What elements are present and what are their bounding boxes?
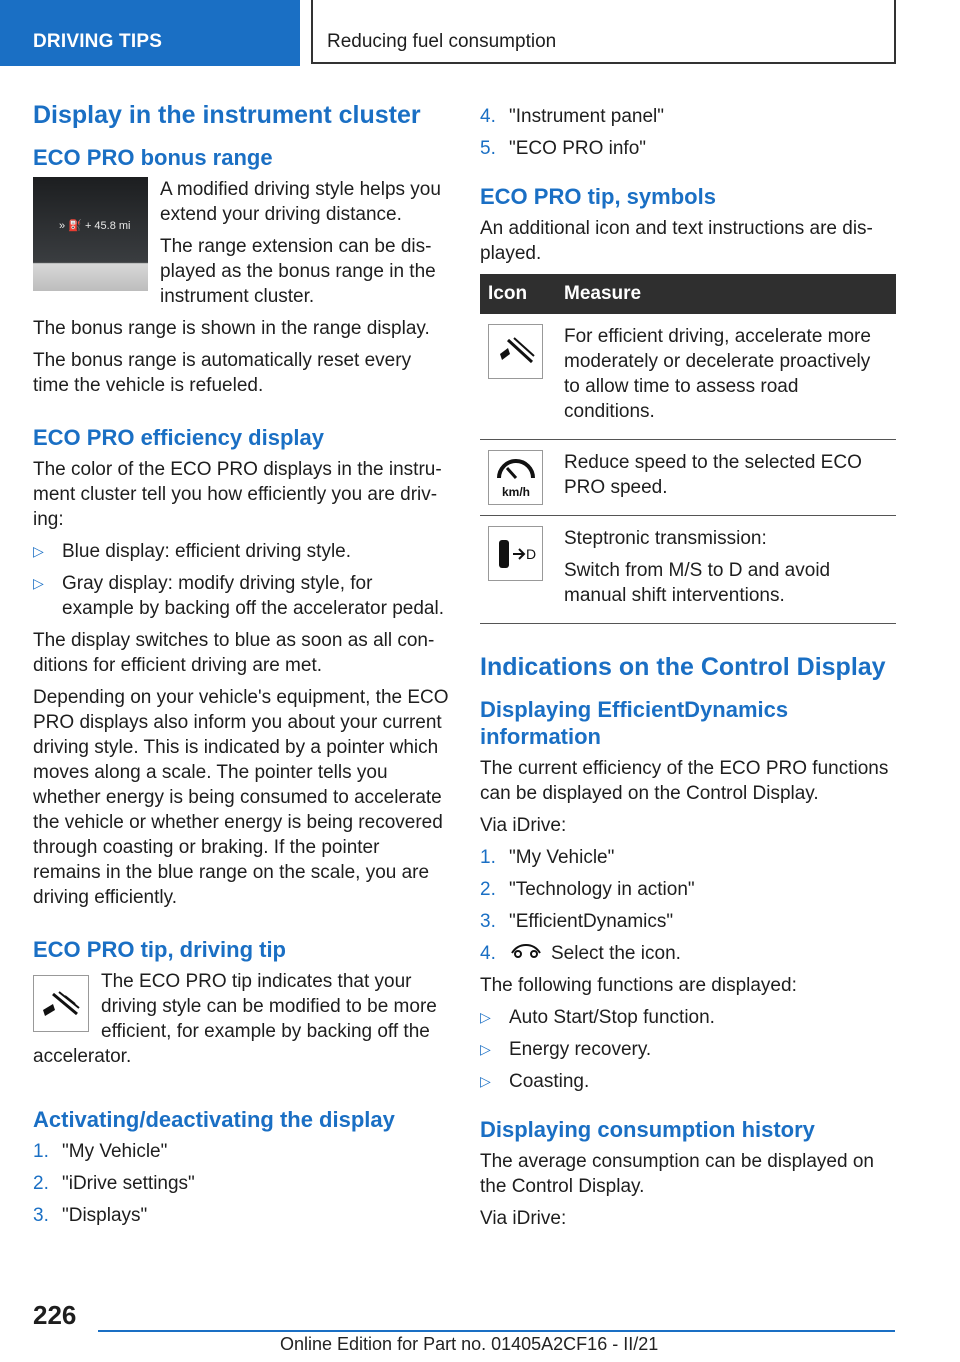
bonus-p1: A modified driving style helps you extend your driving distance.: [160, 179, 441, 225]
triangle-bullet-icon: ▷: [33, 575, 44, 591]
efficiency-p3: Depending on your vehicle's equipment, the ECO PRO displays also inform you about your current driving style. This is indicated by a pointer which moves along a scale. The pointer tells you whether energy is being consumed to accelerate the vehicle or whether energy is being recovered through coasting or braking. If the pointer remains in the blue range on the scale, you are driving efficiently.: [33, 687, 449, 908]
section-label: DRIVING TIPS: [0, 0, 300, 66]
heading-activate-display: Activating/deactivating the display: [33, 1107, 395, 1132]
activate-steps: [33, 1139, 449, 1228]
svg-text:D: D: [525, 545, 536, 562]
fuel-pump-icon: ⛽: [68, 220, 82, 232]
control-p1: The current efficiency of the ECO PRO functions can be displayed on the Control Display.: [480, 758, 889, 804]
footer-divider: [98, 1330, 895, 1332]
table-row: km/h Reduce speed to the selected ECO PRO speed.: [480, 440, 896, 516]
left-column: [33, 100, 449, 1235]
heading-driving-tip: ECO PRO tip, driving tip: [33, 937, 286, 962]
page-header: [0, 0, 960, 66]
control-steps: [480, 845, 896, 966]
col-icon-header: Icon: [480, 274, 556, 314]
bonus-p4: The bonus range is automatically reset every time the vehicle is refueled.: [33, 350, 412, 396]
heading-efficientdynamics: Displaying EfficientDynamics information: [480, 697, 789, 749]
car-efficiency-icon: [509, 941, 543, 966]
list-item: 4. "Instrument panel": [480, 106, 665, 127]
bonus-p3: The bonus range is shown in the range display.: [33, 318, 430, 339]
accelerator-foot-icon: [39, 984, 83, 1024]
history-p1: The average consumption can be displayed on the Control Display.: [480, 1151, 874, 1198]
section-heading-display: Display in the instrument cluster: [33, 101, 421, 129]
efficiency-bullets: [33, 539, 449, 621]
list-item: 1. "My Vehicle": [33, 1141, 168, 1162]
list-item: ▷ Energy recovery.: [480, 1039, 652, 1061]
footer-edition: Online Edition for Part no. 01405A2CF16 - II/21: [280, 1334, 659, 1354]
list-item: ▷ Gray display: modify driving style, for example by backing off the accelerator pedal.: [33, 573, 444, 619]
symbols-table: [480, 274, 896, 624]
speedometer-kmh-icon: [493, 456, 539, 500]
heading-symbols: ECO PRO tip, symbols: [480, 184, 716, 209]
control-p2: The following functions are displayed:: [480, 975, 797, 997]
list-item: 3. "Displays": [33, 1205, 148, 1226]
right-column: [480, 104, 896, 1238]
speedometer-kmh-icon-box: [488, 450, 543, 505]
list-item: 3. "EfficientDynamics": [480, 911, 674, 932]
triangle-bullet-icon: ▷: [480, 1009, 491, 1026]
gear-selector-d-icon-box: [488, 526, 543, 581]
heading-consumption-history: Displaying consumption history: [480, 1117, 815, 1143]
control-bullets: [480, 1005, 896, 1094]
col-measure-header: Measure: [556, 274, 896, 314]
symbols-p1: An additional icon and text instructions are dis-played.: [480, 218, 873, 264]
list-item: 4. Select the icon.: [480, 941, 896, 966]
list-item: ▷ Auto Start/Stop function.: [480, 1007, 715, 1029]
driving-tip-p1: The ECO PRO tip indicates that your driving style can be modified to be more efficient, for example by backing off the accelerator.: [33, 971, 437, 1067]
activate-steps-continued: [480, 104, 896, 161]
table-row: D Steptronic transmission: Switch from M/S to D and avoid manual shift interventions.: [480, 516, 896, 624]
bonus-range-readout: » ⛽ + 45.8 mi: [59, 220, 131, 232]
list-item: ▷ Blue display: efficient driving style.: [33, 541, 352, 562]
chapter-title: Reducing fuel consumption: [311, 0, 896, 64]
list-item: ▷ Coasting.: [480, 1071, 590, 1093]
triangle-bullet-icon: ▷: [480, 1073, 491, 1090]
list-item: 2. "Technology in action": [480, 879, 695, 900]
triangle-bullet-icon: ▷: [33, 543, 44, 559]
page-number: 226: [33, 1300, 77, 1330]
chevrons-icon: »: [59, 220, 66, 232]
driving-tip-icon-box: [33, 975, 89, 1032]
bonus-p2: The range extension can be dis-played as the bonus range in the instrument cluster.: [160, 236, 436, 307]
triangle-bullet-icon: ▷: [480, 1041, 491, 1058]
table-row: For efficient driving, accelerate more moderately or decelerate proactively to allow time to assess road conditions.: [480, 314, 896, 440]
list-item: 5. "ECO PRO info": [480, 138, 647, 159]
list-item: 1. "My Vehicle": [480, 847, 615, 868]
history-via: Via iDrive:: [480, 1208, 567, 1230]
efficiency-p2: The display switches to blue as soon as all con-ditions for efficient driving are met.: [33, 630, 435, 676]
heading-efficiency-display: ECO PRO efficiency display: [33, 425, 324, 450]
heading-bonus-range: ECO PRO bonus range: [33, 145, 273, 170]
accelerator-foot-icon: [494, 332, 538, 372]
list-item: 2. "iDrive settings": [33, 1173, 195, 1194]
section-heading-control-display: Indications on the Control Display: [480, 653, 886, 681]
efficiency-p1: The color of the ECO PRO displays in the instru-ment cluster tell you how efficiently you are driv-ing:: [33, 459, 442, 530]
gear-selector-d-icon: [493, 532, 539, 576]
svg-text:km/h: km/h: [501, 484, 530, 499]
control-via: Via iDrive:: [480, 815, 567, 836]
cluster-image: [33, 177, 148, 291]
table-header-row: [480, 274, 896, 314]
accelerator-foot-icon-box: [488, 324, 543, 379]
